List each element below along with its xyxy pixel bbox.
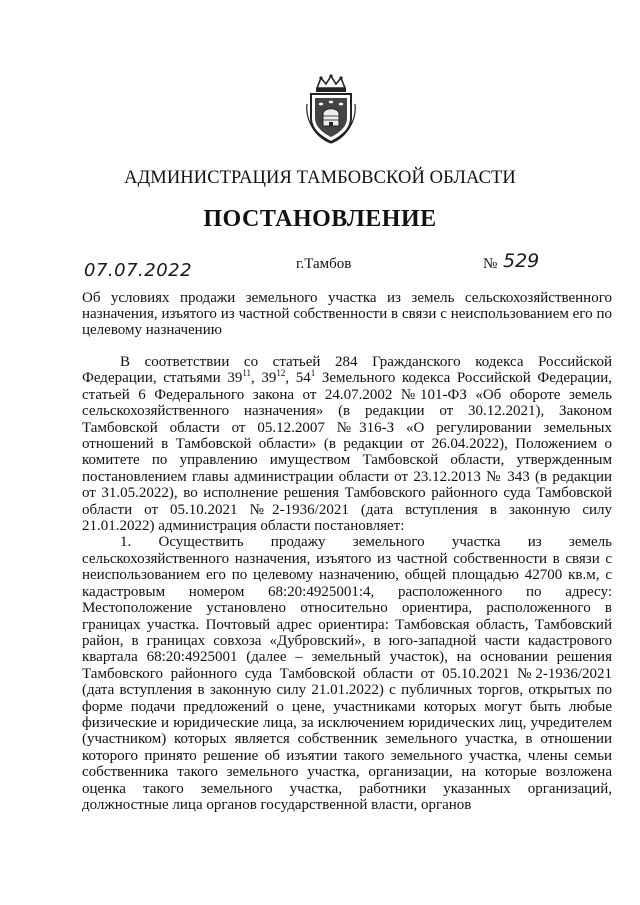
document-number: 529 xyxy=(503,250,540,272)
document-subject: Об условиях продажи земельного участка из земель сельскохозяйственного назначения, изъятого из частной собственности в связи с неиспользованием его по целевому назначению xyxy=(82,290,612,338)
item-1-paragraph: 1. Осуществить продажу земельного участка из земель сельскохозяйственного назначения, изъятого из частной собственности в связи с неиспользованием его по целевому назначению, общей площадью 42700 кв.м, с кадастровым номером 68:20:4925001:4, расположенного по адресу: Местоположение установлено относительно ориентира, расположенного в границах участка. Почтовый адрес ориентира: Тамбовская область, Тамбовский район, в границах совхоза «Дубровский», в юго-западной части кадастрового квартала 68:20:4925001 (далее – земельный участок), на основании решения Тамбовского районного суда Тамбовской области от 05.10.2021 №2-1936/2021 (дата вступления в законную силу 21.01.2022) с публичных торгов, открытых по форме подачи предложений о цене, участниками которых могут быть любые физические и юридические лица, за исключением юридических лиц, учредителем (участником) которых является собственник земельного участка, в отношении которого принято решение об изъятии такого земельного участка, члены семьи собственника такого земельного участка, организации, на которые возложена оценка такого земельного участка, работники указанных организаций, должностные лица органов государственной власти, органов xyxy=(82,534,612,813)
number-label: № xyxy=(483,256,498,272)
preamble-paragraph: В соответствии со статьей 284 Гражданского кодекса Российской Федерации, статьями $39^{11}$, $39^{12}$, $54^1$ Земельного кодекса Российской Федерации, статьей 6 Федерального закона от 24.07.2002 №101-ФЗ «Об обороте земель сельскохозяйственного назначения» (в редакции от 30.12.2021), Законом Тамбовской области от 05.12.2007 №316-З «О регулировании земельных отношений в Тамбовской области» (в редакции от 26.04.2022), Положением о комитете по управлению имуществом Тамбовской области, утвержденным постановлением главы администрации области от 23.12.2013 № 343 (в редакции от 31.05.2022), во исполнение решения Тамбовского районного суда Тамбовской области от 05.10.2021 №2-1936/2021 (дата вступления в законную силу 21.01.2022) администрация области постановляет: xyxy=(82,354,613,535)
document-city: г.Тамбов xyxy=(296,256,352,272)
document-type: ПОСТАНОВЛЕНИЕ xyxy=(203,206,437,232)
organization-name: АДМИНИСТРАЦИЯ ТАМБОВСКОЙ ОБЛАСТИ xyxy=(124,168,516,188)
coat-of-arms-icon xyxy=(303,74,359,144)
document-date: 07.07.2022 xyxy=(84,260,193,281)
document-body xyxy=(82,354,612,813)
